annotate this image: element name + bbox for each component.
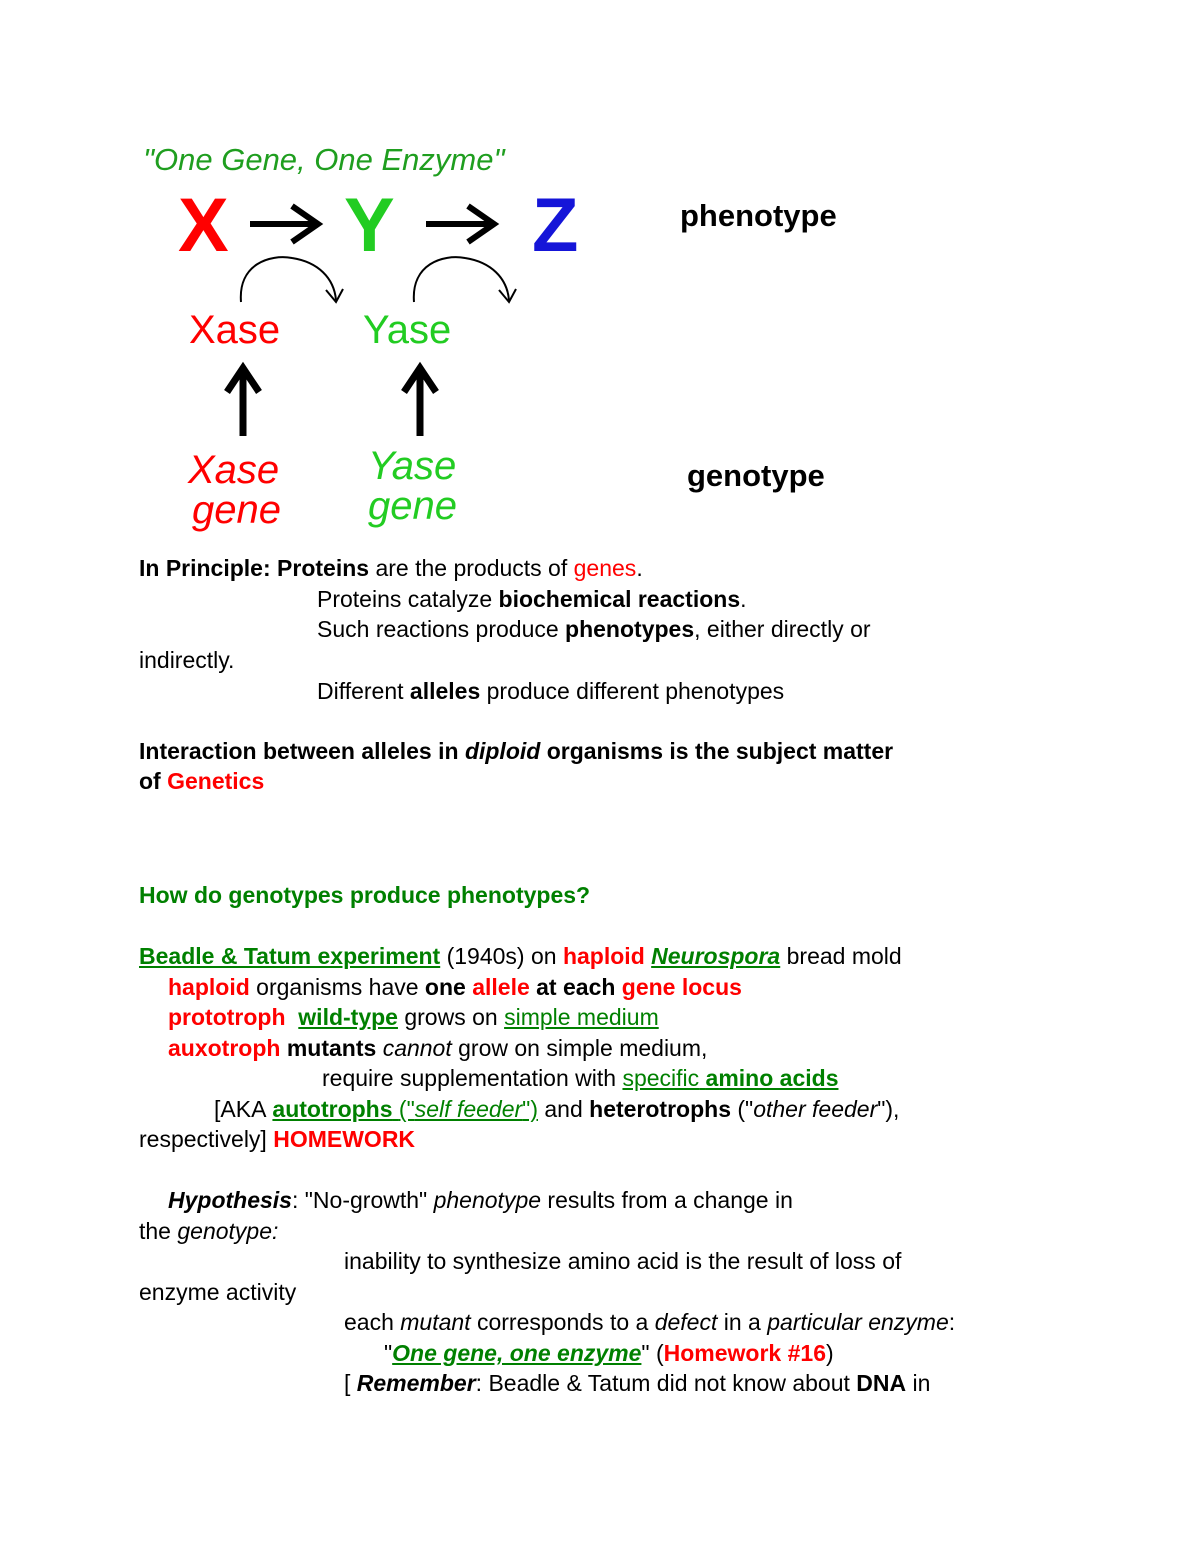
pathway-diagram [0, 0, 1200, 560]
hypothesis-l2a: the [139, 1218, 171, 1244]
principle-lead: In Principle: [139, 555, 271, 581]
curved-arrow-yase [414, 257, 516, 302]
metabolite-y: Y [344, 183, 395, 268]
hypothesis-line-3: inability to synthesize amino acid is the result of loss of [344, 1248, 902, 1274]
hypothesis-line-4: enzyme activity [139, 1279, 297, 1305]
principle-l2c: . [740, 586, 747, 612]
word-gene-locus: gene locus [621, 974, 742, 1000]
homework-tag: HOMEWORK [273, 1126, 416, 1152]
interaction-line-2 [139, 770, 264, 793]
homework-16-tag: Homework #16 [663, 1340, 826, 1366]
word-genes: genes [573, 555, 637, 581]
link-wild-type[interactable]: wild-type [298, 1004, 398, 1030]
beadle-line-1 [139, 945, 902, 968]
principle-l5c: produce different phenotypes [486, 678, 785, 704]
principle-line-5 [317, 680, 784, 703]
hypothesis-l1b: : "No-growth" [291, 1187, 428, 1213]
up-arrow-yase [404, 368, 436, 436]
word-mutant: mutant [400, 1309, 471, 1335]
beadle-l6c: (" [398, 1096, 415, 1122]
interaction-d: of [139, 768, 161, 794]
hypothesis-line-2 [139, 1220, 278, 1243]
arrow-y-to-z [426, 206, 494, 242]
arrow-x-to-y [250, 206, 318, 242]
principle-line-1 [139, 557, 643, 580]
beadle-l6j: "), [877, 1096, 900, 1122]
link-simple-medium[interactable]: simple medium [504, 1004, 659, 1030]
hypothesis-l6a: " [384, 1340, 393, 1366]
principle-period-1: . [636, 555, 643, 581]
beadle-l3c: grows on [404, 1004, 498, 1030]
hypothesis-l1d: results from a change in [547, 1187, 793, 1213]
principle-line-4: indirectly. [139, 647, 235, 673]
gene-yase-suffix: gene [368, 484, 457, 528]
beadle-l4d: grow on simple medium, [458, 1035, 708, 1061]
word-genetics: Genetics [167, 768, 265, 794]
beadle-l6e: ") [522, 1096, 538, 1122]
interaction-line-1 [139, 740, 893, 763]
word-mutants: mutants [286, 1035, 377, 1061]
word-hypothesis: Hypothesis [168, 1187, 292, 1213]
beadle-l1b: (1940s) on [446, 943, 557, 969]
beadle-line-3 [168, 1006, 659, 1029]
metabolite-x: X [178, 183, 229, 268]
link-one-gene-one-enzyme[interactable]: One gene, one enzyme [392, 1340, 642, 1366]
word-autotrophs: autotrophs [272, 1096, 393, 1122]
hypothesis-l6c: " ( [641, 1340, 664, 1366]
word-genotype: genotype: [177, 1218, 279, 1244]
beadle-l5a: require supplementation with [322, 1065, 617, 1091]
hypothesis-l5c: corresponds to a [476, 1309, 649, 1335]
beadle-l7a: respectively] [139, 1126, 267, 1152]
hypothesis-l5e: in a [723, 1309, 761, 1335]
principle-text-1: are the products of [375, 555, 568, 581]
word-diploid: diploid [464, 738, 541, 764]
question-heading: How do genotypes produce phenotypes? [139, 882, 591, 908]
word-dna: DNA [856, 1370, 907, 1396]
hypothesis-line-6 [384, 1342, 834, 1365]
word-biochemical-reactions: biochemical reactions [498, 586, 741, 612]
word-heterotrophs: heterotrophs [589, 1096, 731, 1122]
word-other-feeder: other feeder [753, 1096, 878, 1122]
hypothesis-l7a: [ [344, 1370, 351, 1396]
word-haploid-1: haploid [562, 943, 645, 969]
link-autotrophs[interactable] [272, 1096, 538, 1122]
beadle-l6a: [AKA [214, 1096, 267, 1122]
principle-l5a: Different [317, 678, 404, 704]
interaction-a: Interaction between alleles in [139, 738, 459, 764]
link-specific-amino-acids[interactable] [622, 1065, 838, 1091]
word-haploid-2: haploid [168, 974, 250, 1000]
beadle-line-6 [214, 1098, 899, 1121]
diagram-title: "One Gene, One Enzyme" [143, 142, 505, 177]
up-arrow-xase [227, 368, 259, 436]
beadle-line-2 [168, 976, 742, 999]
hypothesis-l5a: each [344, 1309, 394, 1335]
word-alleles: alleles [409, 678, 481, 704]
word-phenotype: phenotype [433, 1187, 542, 1213]
word-particular-enzyme: particular enzyme [767, 1309, 949, 1335]
gene-yase-name: Yase [368, 444, 457, 488]
word-amino-acids: amino acids [705, 1065, 839, 1091]
gene-xase-suffix: gene [192, 488, 281, 532]
gene-xase-name: Xase [188, 448, 280, 492]
hypothesis-l5g: : [948, 1309, 956, 1335]
enzyme-xase: Xase [189, 308, 281, 352]
beadle-line-7 [139, 1128, 415, 1151]
hypothesis-line-7 [344, 1372, 930, 1395]
beadle-l1e: bread mold [786, 943, 902, 969]
principle-line-2 [317, 588, 747, 611]
hypothesis-line-5 [344, 1311, 955, 1334]
principle-line-3 [317, 618, 871, 641]
beadle-l2b: organisms have [256, 974, 419, 1000]
beadle-l6f: and [544, 1096, 583, 1122]
word-proteins: Proteins [277, 555, 370, 581]
enzyme-yase: Yase [363, 308, 452, 352]
link-beadle-tatum[interactable]: Beadle & Tatum experiment [139, 943, 441, 969]
word-cannot: cannot [382, 1035, 452, 1061]
word-at-each: at each [536, 974, 616, 1000]
link-neurospora[interactable]: Neurospora [651, 943, 781, 969]
word-allele: allele [472, 974, 530, 1000]
word-one: one [424, 974, 466, 1000]
curved-arrow-xase [241, 257, 343, 302]
word-defect: defect [654, 1309, 718, 1335]
interaction-c: organisms is the subject matter [546, 738, 894, 764]
phenotype-label: phenotype [680, 198, 837, 233]
hypothesis-l7e: in [912, 1370, 931, 1396]
principle-l2a: Proteins catalyze [317, 586, 493, 612]
word-self-feeder: self feeder [414, 1096, 523, 1122]
word-auxotroph: auxotroph [168, 1035, 281, 1061]
beadle-l6h: (" [737, 1096, 754, 1122]
word-specific: specific [622, 1065, 700, 1091]
beadle-line-4 [168, 1037, 707, 1060]
word-phenotypes: phenotypes [565, 616, 695, 642]
metabolite-z: Z [532, 183, 579, 268]
hypothesis-l7c: : Beadle & Tatum did not know about [475, 1370, 850, 1396]
word-remember: Remember [356, 1370, 476, 1396]
principle-l3c: , either directly or [694, 616, 871, 642]
hypothesis-line-1 [168, 1189, 793, 1212]
hypothesis-l6e: ) [826, 1340, 834, 1366]
beadle-line-5 [322, 1067, 838, 1090]
word-prototroph: prototroph [168, 1004, 286, 1030]
principle-l3a: Such reactions produce [317, 616, 559, 642]
genotype-label: genotype [687, 458, 825, 493]
